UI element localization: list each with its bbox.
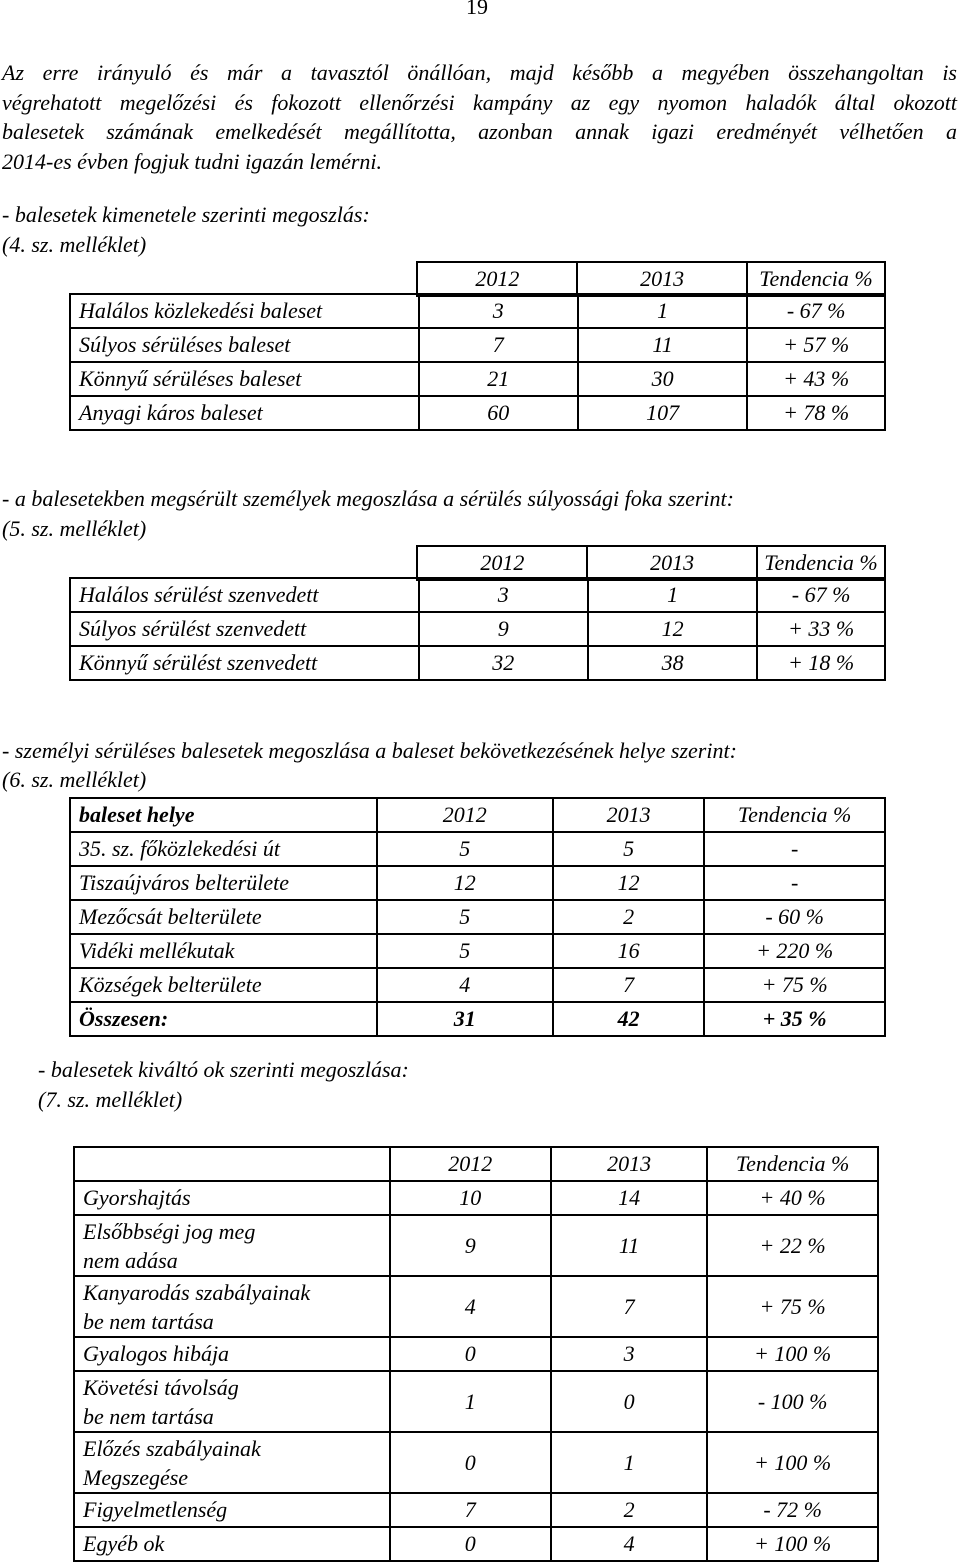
table-total-row [70,1002,885,1036]
header-cell: Tendencia % [757,546,885,580]
table-cell: - 100 % [707,1371,878,1432]
table-cell: 38 [588,646,757,680]
table-cell: 4 [390,1276,551,1337]
outcome-table-body [69,293,886,431]
table-cell: 3 [419,294,578,328]
table-cell: 7 [419,328,578,362]
table-cell: + 75 % [707,1276,878,1337]
table-cell: 60 [419,396,578,430]
header-cell: Tendencia % [704,798,885,832]
table-cell: Anyagi káros baleset [70,396,419,430]
table-row [70,646,885,680]
table-cell: Halálos sérülést szenvedett [70,578,419,612]
header-cell [69,262,417,296]
table-row [74,1432,878,1493]
intro-line: végrehatott megelőzési és fokozott ellenőrzési kampány az egy nyomon haladók által okozott [2,89,957,115]
table-cell: 5 [377,934,553,968]
table-cell: Összesen: [70,1002,377,1036]
table-cell: 10 [390,1181,551,1215]
table-cell: 0 [390,1337,551,1371]
cell-line: be nem tartása [83,1308,214,1334]
table-cell: 31 [377,1002,553,1036]
table-cell: Gyorshajtás [74,1181,390,1215]
table-row [70,578,885,612]
table-row [70,832,885,866]
table-row [74,1337,878,1371]
table-cell: + 100 % [707,1337,878,1371]
table-cell: + 33 % [757,612,885,646]
table-row [74,1276,878,1337]
table-cell: 0 [390,1432,551,1493]
table-row [70,900,885,934]
table-cell: 1 [588,578,757,612]
cell-line: be nem tartása [83,1403,214,1429]
table-cell: 3 [419,578,588,612]
table-cell: Súlyos sérüléses baleset [70,328,419,362]
table-cell: Egyéb ok [74,1527,390,1561]
table-cell: + 75 % [704,968,885,1002]
table-cell: 16 [553,934,704,968]
header-cell: 2013 [587,546,757,580]
table-cell: + 22 % [707,1215,878,1276]
table-cell: Gyalogos hibája [74,1337,390,1371]
table-cell: 1 [578,294,747,328]
table-cell: + 40 % [707,1181,878,1215]
table-cell: Könnyű sérülést szenvedett [70,646,419,680]
cell-line: Követési távolság [83,1374,239,1400]
table-cell: Súlyos sérülést szenvedett [70,612,419,646]
table-cell: Tiszaújváros belterülete [70,866,377,900]
section1-heading: - balesetek kimenetele szerinti megoszlás: [2,202,370,227]
table-cell: 2 [553,900,704,934]
intro-line: balesetek számának emelkedését megállította, azonban annak igazi eredményét vélhetően a [2,119,957,144]
intro-line: 2014-es évben fogjuk tudni igazán lemérni. [2,148,383,174]
table-cell: 12 [588,612,757,646]
section4-heading: - balesetek kiváltó ok szerinti megoszlása: [38,1057,409,1082]
table-cell: 30 [578,362,747,396]
section3-ref: (6. sz. melléklet) [2,767,147,792]
table-cell: 5 [377,832,553,866]
table-cell: 0 [551,1371,707,1432]
header-cell: 2012 [377,798,553,832]
table-cell: 5 [553,832,704,866]
table-cell: 7 [551,1276,707,1337]
table-cell: - 67 % [747,294,885,328]
intro-line: Az erre irányuló és már a tavasztól önállóan, majd később a megyében összehangoltan is [2,60,957,85]
table-header-row [74,1147,878,1181]
table-cell: - [704,866,885,900]
cell-line: Megszegése [83,1464,189,1490]
table-cell: - 72 % [707,1493,878,1527]
table-cell: 1 [390,1371,551,1432]
table-header-row [70,798,885,832]
table-cell: 4 [377,968,553,1002]
table-cell: 4 [551,1527,707,1561]
outcome-table [69,261,886,297]
table-cell [74,1432,390,1493]
header-cell: 2012 [417,546,587,580]
table-cell: Halálos közlekedési baleset [70,294,419,328]
table-cell: 9 [390,1215,551,1276]
table-cell: Mezőcsát belterülete [70,900,377,934]
table-row [74,1527,878,1561]
table-cell: + 220 % [704,934,885,968]
table-cell: 107 [578,396,747,430]
table-cell: Vidéki mellékutak [70,934,377,968]
section3-heading: - személyi sérüléses balesetek megoszlása a baleset bekövetkezésének helye szerint: [2,738,737,763]
table-cell: + 78 % [747,396,885,430]
table-cell: 3 [551,1337,707,1371]
table-cell: Figyelmetlenség [74,1493,390,1527]
header-cell [69,546,417,580]
table-cell: - 67 % [757,578,885,612]
intro-paragraph [2,58,957,176]
table-row [70,328,885,362]
table-header-row [69,546,885,580]
table-cell: + 43 % [747,362,885,396]
table-cell [74,1276,390,1337]
table-cell: 2 [551,1493,707,1527]
table-cell: + 35 % [704,1002,885,1036]
table-row [70,968,885,1002]
table-cell: + 100 % [707,1432,878,1493]
table-row [74,1215,878,1276]
cell-line: nem adása [83,1247,178,1273]
section2-heading: - a balesetekben megsérült személyek megoszlása a sérülés súlyossági foka szerint: [2,486,734,511]
table-cell: 0 [390,1527,551,1561]
header-cell: 2013 [551,1147,707,1181]
table-cell: 7 [390,1493,551,1527]
header-cell: 2012 [417,262,577,296]
table-cell [74,1215,390,1276]
table-cell: 5 [377,900,553,934]
table-cell: 14 [551,1181,707,1215]
table-row [74,1493,878,1527]
table-header-row [69,262,885,296]
page-number: 19 [466,0,488,19]
header-cell: 2012 [390,1147,551,1181]
table-row [74,1181,878,1215]
table-cell: Községek belterülete [70,968,377,1002]
table-cell: 11 [551,1215,707,1276]
header-cell: 2013 [553,798,704,832]
table-cell: 32 [419,646,588,680]
table-row [70,612,885,646]
cell-line: Elsőbbségi jog meg [83,1218,256,1244]
table-cell: 42 [553,1002,704,1036]
header-cell: Tendencia % [707,1147,878,1181]
table-cell: + 18 % [757,646,885,680]
table-cell: - 60 % [704,900,885,934]
table-cell: + 100 % [707,1527,878,1561]
cell-line: Előzés szabályainak [83,1435,261,1461]
table-cell: 12 [377,866,553,900]
table-cell: 7 [553,968,704,1002]
table-row [70,362,885,396]
table-row [70,934,885,968]
cell-line: Kanyarodás szabályainak [83,1279,311,1305]
severity-table [69,545,886,581]
header-cell [74,1147,390,1181]
table-cell: 1 [551,1432,707,1493]
table-row [70,396,885,430]
location-table [69,797,886,1037]
table-cell: - [704,832,885,866]
section1-ref: (4. sz. melléklet) [2,232,147,257]
severity-table-body [69,577,886,681]
table-cell: 12 [553,866,704,900]
table-cell: + 57 % [747,328,885,362]
table-row [74,1371,878,1432]
table-cell: 21 [419,362,578,396]
table-cell: 9 [419,612,588,646]
table-cell: Könnyű sérüléses baleset [70,362,419,396]
header-cell: baleset helye [70,798,377,832]
table-cell [74,1371,390,1432]
table-row [70,294,885,328]
header-cell: 2013 [577,262,747,296]
section2-ref: (5. sz. melléklet) [2,516,147,541]
section4-ref: (7. sz. melléklet) [38,1087,183,1112]
table-cell: 11 [578,328,747,362]
cause-table [73,1146,879,1562]
table-row [70,866,885,900]
table-cell: 35. sz. főközlekedési út [70,832,377,866]
header-cell: Tendencia % [747,262,885,296]
